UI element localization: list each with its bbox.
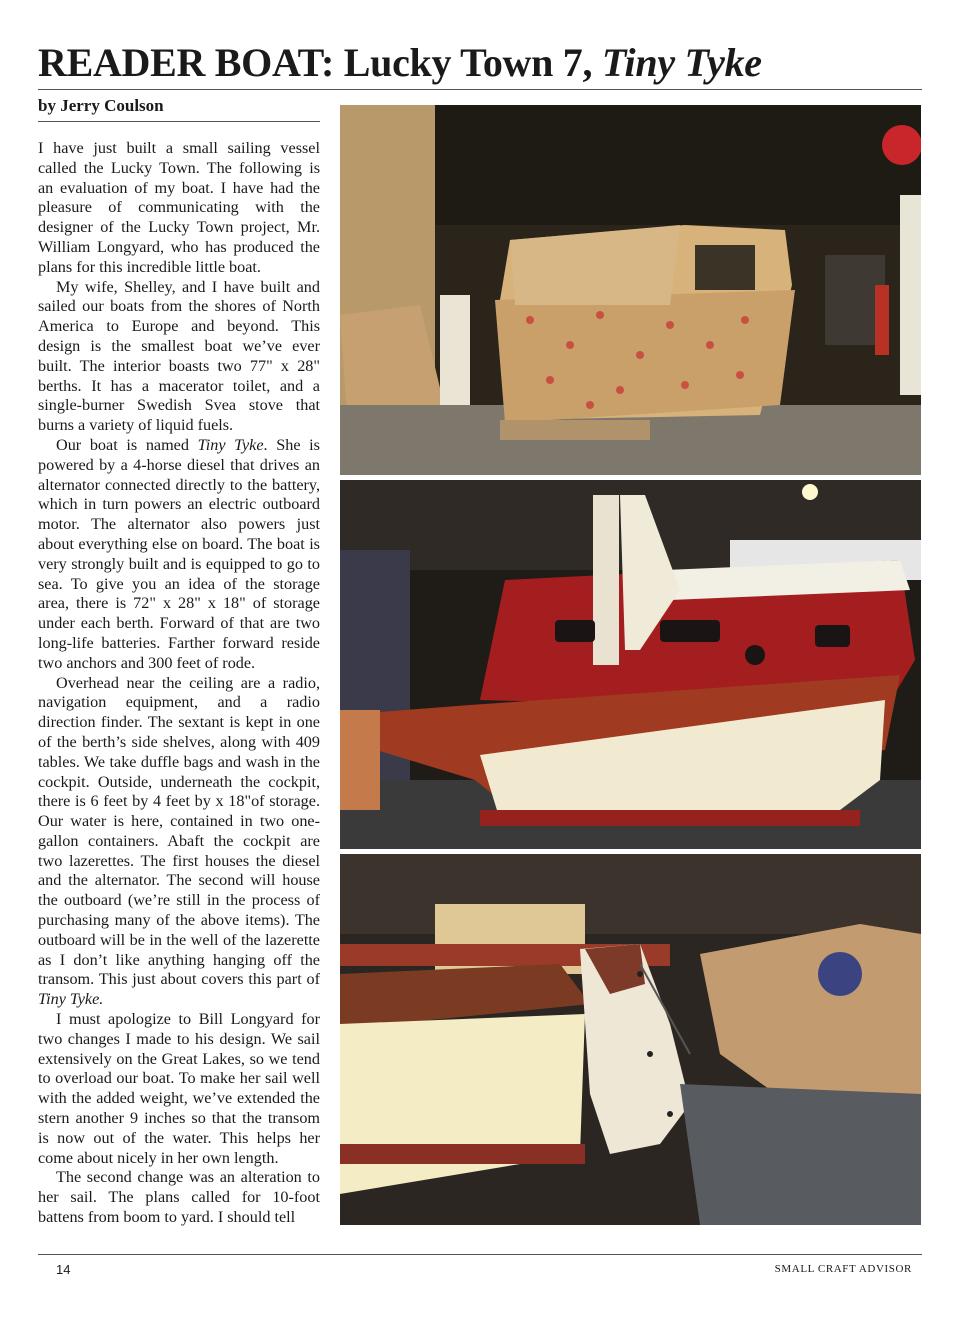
article-body [38, 139, 320, 1228]
boat-name: Tiny Tyke [197, 435, 264, 454]
paragraph-3: Our boat is named Tiny Tyke. She is powered by a 4-horse diesel that drives an alternator connected directly to the battery, which in turn powers an electric outboard motor. The alternator also powers just about everything else on board. The boat is very strongly built and is equipped to go to sea. To give you an idea of the storage area, there is 72" x 28" x 18" of storage under each berth. Forward of that are two long-life batteries. Farther forward reside two anchors and 300 feet of rode. [38, 435, 320, 672]
publication-name: SMALL CRAFT ADVISOR [774, 1263, 912, 1275]
photo-plywood-hull [340, 105, 921, 475]
footer-rule [38, 1254, 922, 1255]
paragraph-6: The second change was an alteration to her sail. The plans called for 10-foot battens from boom to yard. I should tell [38, 1168, 320, 1227]
article-title [38, 40, 922, 86]
title-boat-name: Tiny Tyke [601, 40, 762, 85]
title-rule [38, 89, 922, 90]
paragraph-4: Overhead near the ceiling are a radio, navigation equipment, and a radio direction finder. The sextant is kept in one of the berth’s side shelves, along with 409 tables. We take duffle bags and wash in the cockpit. Outside, underneath the cockpit, there is 6 feet by 4 feet by x 18"of storage. Our water is here, contained in two one-gallon containers. Abaft the cockpit are two lazerettes. The first houses the diesel and the alternator. The second will house the outboard (we’re still in the process of purchasing many of the above items). The outboard will be in the well of the lazerette as I don’t like anything hanging off the transom. This just about covers this part of Tiny Tyke. [38, 673, 320, 1009]
title-prefix: READER BOAT: Lucky Town 7, [38, 40, 602, 85]
byline: by Jerry Coulson [38, 96, 164, 115]
photo-transom-rudder [340, 854, 921, 1225]
paragraph-1: I have just built a small sailing vessel called the Lucky Town. The following is an evaluation of my boat. I have had the pleasure of communicating with the designer of the Lucky Town project, Mr. William Longyard, who has produced the plans for this incredible little boat. [38, 139, 320, 276]
photo-painted-hull [340, 480, 921, 849]
page-number: 14 [56, 1262, 71, 1277]
byline-rule [38, 121, 320, 122]
paragraph-5: I must apologize to Bill Longyard for two changes I made to his design. We sail extensively on the Great Lakes, so we tend to overload our boat. To make her sail well with the added weight, we’ve extended the stern another 9 inches so that the transom is now out of the water. This helps her come about nicely in her own length. [38, 1010, 320, 1167]
boat-name: Tiny Tyke. [38, 990, 104, 1009]
paragraph-2: My wife, Shelley, and I have built and sailed our boats from the shores of North America to Europe and beyond. This design is the smallest boat we’ve ever built. The interior boasts two 77" x 28" berths. It has a macerator toilet, and a single-burner Swedish Svea stove that burns a variety of liquid fuels. [38, 277, 320, 435]
